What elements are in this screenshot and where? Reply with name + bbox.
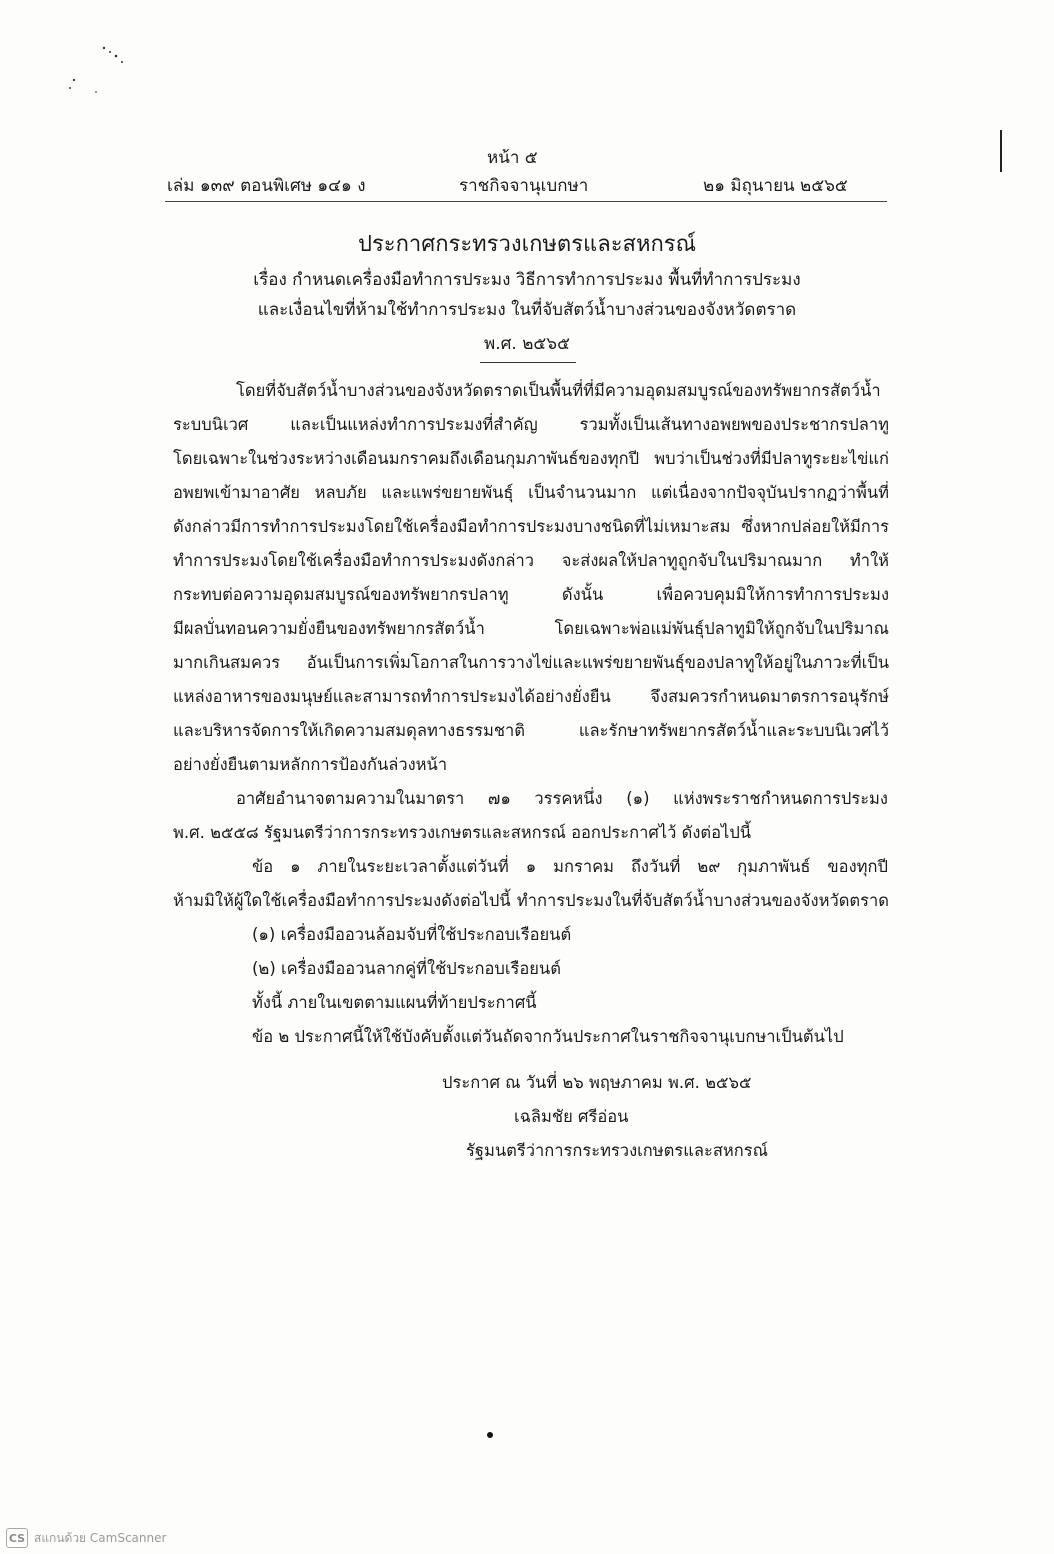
clause-1-line: ข้อ ๑ ภายในระยะเวลาตั้งแต่วันที่ ๑ มกราคม ถึงวันที่ ๒๙ กุมภาพันธ์ ของทุกปี [252, 857, 888, 876]
clause-1-note: ทั้งนี้ ภายในเขตตามแผนที่ท้ายประกาศนี้ [252, 993, 537, 1012]
body-line: มีผลบั่นทอนความยั่งยืนของทรัพยากรสัตว์น้ำ โดยเฉพาะพ่อแม่พันธุ์ปลาทูมิให้ถูกจับในปริมาณ [173, 619, 889, 638]
header-volume: เล่ม ๑๓๙ ตอนพิเศษ ๑๔๑ ง [167, 176, 366, 196]
header-divider [165, 201, 887, 202]
body-line: อพยพเข้ามาอาศัย หลบภัย และแพร่ขยายพันธุ์ เป็นจำนวนมาก แต่เนื่องจากปัจจุบันปรากฏว่าพื้นที่ [173, 483, 889, 502]
signature-date: ประกาศ ณ วันที่ ๒๖ พฤษภาคม พ.ศ. ๒๕๖๕ [442, 1073, 752, 1092]
clause-1-item-1: (๑) เครื่องมืออวนล้อมจับที่ใช้ประกอบเรือยนต์ [252, 925, 572, 944]
body-line: ดังกล่าวมีการทำการประมงโดยใช้เครื่องมือทำการประมงบางชนิดที่ไม่เหมาะสม ซึ่งหากปล่อยให้มีการ [173, 517, 889, 536]
header-page-number: หน้า ๕ [487, 148, 538, 168]
header-gazette-name: ราชกิจจานุเบกษา [459, 176, 589, 196]
page-dot [487, 1432, 493, 1438]
announcement-subject-line-1: เรื่อง กำหนดเครื่องมือทำการประมง วิธีการทำการประมง พื้นที่ทำการประมง [253, 270, 801, 290]
body-line: ระบบนิเวศ และเป็นแหล่งทำการประมงที่สำคัญ รวมทั้งเป็นเส้นทางอพยพของประชากรปลาทู [173, 415, 889, 434]
announcement-year: พ.ศ. ๒๕๖๕ [484, 334, 570, 354]
body-line: ทำการประมงโดยใช้เครื่องมือทำการประมงดังกล่าว จะส่งผลให้ปลาทูถูกจับในปริมาณมาก ทำให้ [173, 551, 889, 570]
signature-title: รัฐมนตรีว่าการกระทรวงเกษตรและสหกรณ์ [466, 1141, 768, 1160]
scan-edge-mark [1000, 130, 1002, 172]
camscanner-logo-icon: CS [6, 1528, 28, 1548]
body-line: กระทบต่อความอุดมสมบูรณ์ของทรัพยากรปลาทู ดังนั้น เพื่อควบคุมมิให้การทำการประมง [173, 585, 889, 604]
body-line: โดยเฉพาะในช่วงระหว่างเดือนมกราคมถึงเดือนกุมภาพันธ์ของทุกปี พบว่าเป็นช่วงที่มีปลาทูระยะไข่แก่ [173, 449, 889, 468]
body-line: และบริหารจัดการให้เกิดความสมดุลทางธรรมชาติ และรักษาทรัพยากรสัตว์น้ำและระบบนิเวศไว้ [173, 721, 889, 740]
header-date: ๒๑ มิถุนายน ๒๕๖๕ [703, 176, 848, 196]
camscanner-watermark-text: สแกนด้วย CamScanner [34, 1530, 167, 1545]
camscanner-watermark [6, 1528, 166, 1548]
announcement-title: ประกาศกระทรวงเกษตรและสหกรณ์ [357, 232, 696, 257]
signature-name: เฉลิมชัย ศรีอ่อน [514, 1107, 629, 1126]
title-divider [480, 362, 576, 363]
body-line: อย่างยั่งยืนตามหลักการป้องกันล่วงหน้า [173, 755, 448, 774]
clause-1-item-2: (๒) เครื่องมืออวนลากคู่ที่ใช้ประกอบเรือยนต์ [252, 959, 561, 978]
body-line: พ.ศ. ๒๕๕๘ รัฐมนตรีว่าการกระทรวงเกษตรและสหกรณ์ ออกประกาศไว้ ดังต่อไปนี้ [173, 823, 752, 842]
clause-2-line: ข้อ ๒ ประกาศนี้ให้ใช้บังคับตั้งแต่วันถัดจากวันประกาศในราชกิจจานุเบกษาเป็นต้นไป [252, 1027, 844, 1046]
clause-1-line: ห้ามมิให้ผู้ใดใช้เครื่องมือทำการประมงดังต่อไปนี้ ทำการประมงในที่จับสัตว์น้ำบางส่วนของจังหวัดตราด [173, 891, 889, 910]
scan-speck-marks [60, 40, 140, 100]
announcement-subject-line-2: และเงื่อนไขที่ห้ามใช้ทำการประมง ในที่จับสัตว์น้ำบางส่วนของจังหวัดตราด [257, 300, 797, 320]
body-line: โดยที่จับสัตว์น้ำบางส่วนของจังหวัดตราดเป็นพื้นที่ที่มีความอุดมสมบูรณ์ของทรัพยากรสัตว์น้ำ [236, 381, 881, 400]
body-line: มากเกินสมควร อันเป็นการเพิ่มโอกาสในการวางไข่และแพร่ขยายพันธุ์ของปลาทูให้อยู่ในภาวะที่เป็น [173, 653, 889, 672]
body-line: แหล่งอาหารของมนุษย์และสามารถทำการประมงได้อย่างยั่งยืน จึงสมควรกำหนดมาตรการอนุรักษ์ [173, 687, 889, 706]
body-line: อาศัยอำนาจตามความในมาตรา ๗๑ วรรคหนึ่ง (๑) แห่งพระราชกำหนดการประมง [236, 789, 888, 808]
